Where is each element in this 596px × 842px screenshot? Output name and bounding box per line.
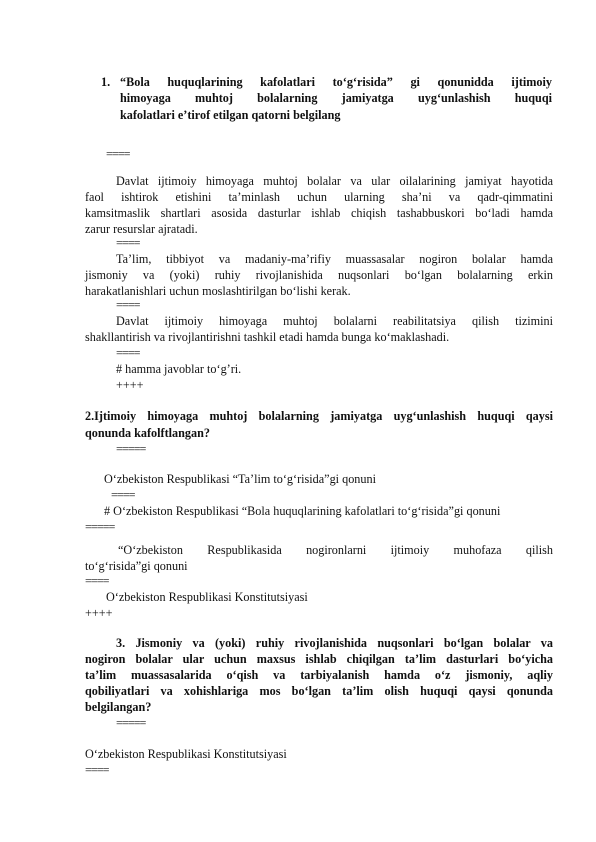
q1-separator-3: ====: [116, 346, 140, 360]
q2-title-line-2: qonunda kafolftlangan?: [85, 426, 210, 440]
q3-title-line-3: ta’lim muassasalarida o‘qish va tarbiyalanish hamda o‘z jismoniy, aqliy: [85, 668, 553, 682]
q1-option-1-line-1: Davlat ijtimoiy himoyaga muhtoj bolalar va ular oilalarining jamiyat hayotida: [116, 174, 553, 188]
q3-title-line-2: nogiron bolalar ular uchun maxsus ishlab chiqilgan ta’lim dasturlari bo‘yicha: [85, 652, 553, 666]
q1-option-1-line-3: kamsitmaslik shartlari asosida dasturlar ishlab chiqish tashabbuskori bo‘ladi hamda: [85, 206, 553, 220]
q2-separator-3: ====: [85, 574, 109, 588]
q2-option-2-correct: # O‘zbekiston Respublikasi “Bola huquqlarining kafolatlari to‘g‘risida”gi qonuni: [104, 504, 501, 518]
q1-option-3-line-2: shakllantirish va rivojlantirishni tashkil etadi hamda bunga ko‘maklashadi.: [85, 330, 450, 344]
q2-title-line-1: 2.Ijtimoiy himoyaga muhtoj bolalarning jamiyatga uyg‘unlashish huquqi qaysi: [85, 409, 553, 423]
q2-separator-top: =====: [116, 442, 146, 456]
q1-separator-2: ====: [116, 298, 140, 312]
q3-separator-1: ====: [85, 763, 109, 777]
q1-option-1-line-2: faol ishtirok etishini ta’minlash uchun ularning sha’ni va qadr-qimmatini: [85, 190, 553, 204]
q1-title-line-1: “Bola huquqlarining kafolatlari to‘g‘risida” gi qonunidda ijtimoiy: [120, 75, 552, 89]
q1-title-line-3: kafolatlari e’tirof etilgan qatorni belgilang: [120, 108, 341, 122]
q2-option-1: O‘zbekiston Respublikasi “Ta’lim to‘g‘risida”gi qonuni: [104, 472, 376, 486]
q3-option-1: O‘zbekiston Respublikasi Konstitutsiyasi: [85, 747, 287, 761]
q1-title-line-2: himoyaga muhtoj bolalarning jamiyatga uyg‘unlashish huquqi: [120, 91, 552, 105]
q1-option-2-line-1: Ta’lim, tibbiyot va madaniy-ma’rifiy muassasalar nogiron bolalar hamda: [116, 252, 553, 266]
q3-title-line-1: 3. Jismoniy va (yoki) ruhiy rivojlanishida nuqsonlari bo‘lgan bolalar va: [116, 636, 553, 650]
q1-separator-top: ====: [106, 147, 130, 161]
q2-separator-2: =====: [85, 520, 115, 534]
q1-number: 1.: [101, 75, 111, 89]
q1-end-marker: ++++: [116, 378, 144, 392]
q2-separator-1: ====: [111, 488, 135, 502]
q3-separator-top: =====: [116, 716, 146, 730]
q2-option-3-line-1: “O‘zbekiston Respublikasida nogironlarni ijtimoiy muhofaza qilish: [118, 543, 553, 557]
q1-option-3-line-1: Davlat ijtimoiy himoyaga muhtoj bolalarni reabilitatsiya qilish tizimini: [116, 314, 553, 328]
q3-title-line-5: belgilangan?: [85, 700, 152, 714]
q1-option-2-line-3: harakatlanishlari uchun moslashtirilgan bo‘lishi kerak.: [85, 284, 351, 298]
q1-option-4-correct: # hamma javoblar to‘g’ri.: [116, 362, 242, 376]
q2-end-marker: ++++: [85, 606, 113, 620]
q2-option-3-line-2: to‘g‘risida”gi qonuni: [85, 559, 188, 573]
q1-option-2-line-2: jismoniy va (yoki) ruhiy rivojlanishida nuqsonlari bo‘lgan bolalarning erkin: [85, 268, 553, 282]
q1-separator-1: ====: [116, 236, 140, 250]
q1-option-1-line-4: zarur resurslar ajratadi.: [85, 222, 198, 236]
q2-option-4: O‘zbekiston Respublikasi Konstitutsiyasi: [106, 590, 308, 604]
q3-title-line-4: qobiliyatlari va xohishlariga mos bo‘lgan ta’lim olish huquqi qaysi qonunda: [85, 684, 553, 698]
